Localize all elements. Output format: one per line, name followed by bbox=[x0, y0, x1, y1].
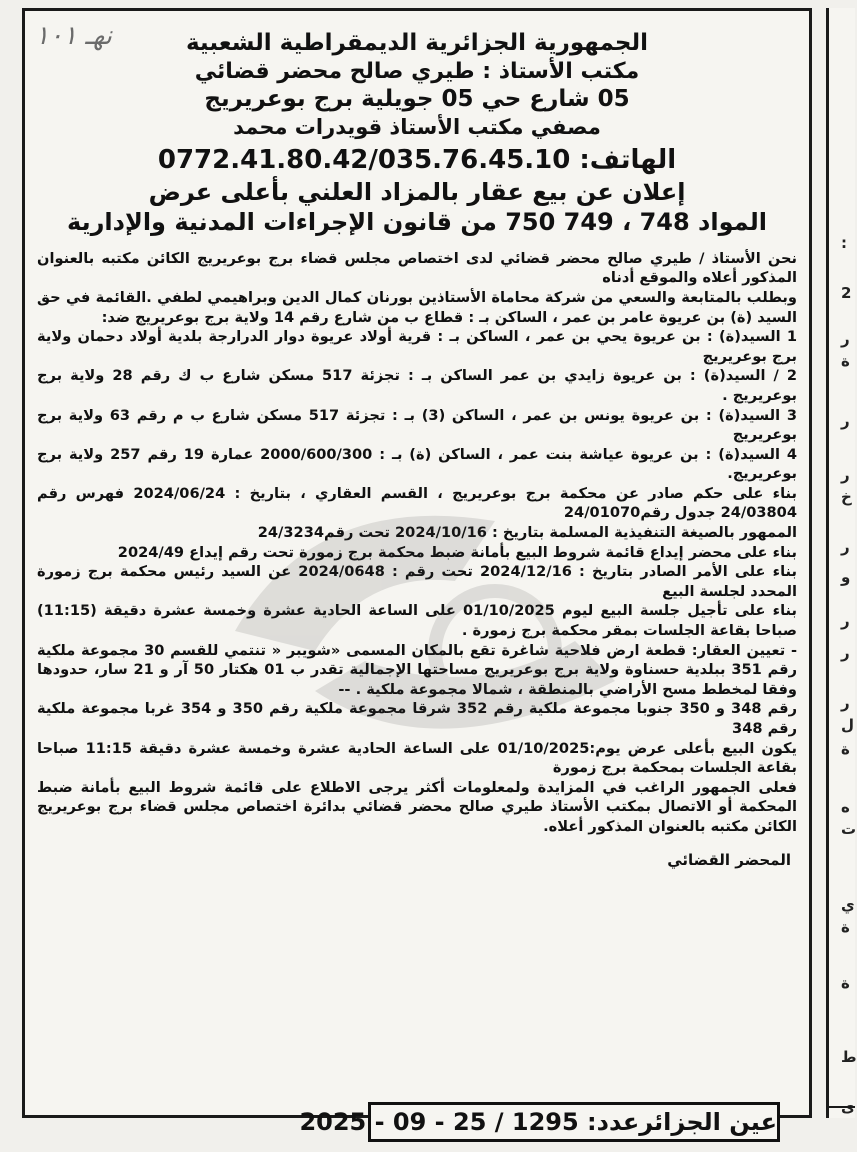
paragraph: بناء على حكم صادر عن محكمة برج بوعريريج ، القسم العقاري ، بتاريخ : 2024/06/24 فهرس رقم 24/03804 جدول رقم24/01070 bbox=[37, 484, 797, 522]
fragment-text: ة bbox=[841, 740, 850, 758]
fragment-text: ط bbox=[841, 1048, 857, 1066]
publication-footer: عين الجزائرعدد: 1295 / 25 - 09 - 2025 bbox=[368, 1102, 780, 1142]
fragment-text: ر bbox=[841, 330, 850, 348]
adjacent-column-fragment bbox=[826, 8, 855, 1118]
fragment-text: ة bbox=[841, 918, 850, 936]
fragment-text: ر bbox=[841, 644, 850, 662]
paragraph: - تعيين العقار: قطعة ارض فلاحية شاغرة تقع بالمكان المسمى «شويبر « تنتمي للقسم 30 مجموعة ملكية رقم 351 ببلدية حسناوة ولاية برج بوعريريج مساحتها الإجمالية تقدر ب 01 هكتار 50 آر و 21 سار، حدودها وفقا لمخطط مسح الأراضي بالمنطقة ، شمالا مجموعة ملكية . -- bbox=[37, 641, 798, 698]
fragment-text: ى bbox=[841, 1098, 855, 1116]
office-liquidator: مصفي مكتب الأستاذ قويدرات محمد bbox=[233, 115, 601, 139]
country-name: الجمهورية الجزائرية الديمقراطية الشعبية bbox=[185, 30, 649, 56]
fragment-text: ت bbox=[841, 820, 857, 838]
signature-label: المحضر القضائي bbox=[667, 850, 791, 869]
paragraph: الممهور بالصيغة التنفيذية المسلمة بتاريخ : 2024/10/16 تحت رقم24/3234 bbox=[257, 524, 797, 542]
fragment-text: و bbox=[841, 568, 851, 586]
paragraph: يكون البيع بأعلى عرض يوم:01/10/2025 على الساعة الحادية عشرة وخمسة عشرة دقيقة 11:15 صباحا بقاعة الجلسات بمحكمة برج زمورة bbox=[37, 739, 797, 777]
office-address: 05 شارع حي 05 جويلية برج بوعريريج bbox=[204, 86, 630, 113]
handwritten-note: نهـ ١٠١ bbox=[35, 21, 113, 51]
fragment-text: ر bbox=[841, 412, 850, 430]
paragraph: بناء على محضر إيداع قائمة شروط البيع بأمانة ضبط محكمة برج زمورة تحت رقم إيداع 2024/49 bbox=[117, 543, 797, 561]
fragment-text: ه bbox=[841, 798, 850, 816]
announcement-body bbox=[25, 249, 809, 837]
paragraph: 3 السيد(ة) : بن عريوة يونس بن عمر ، الساكن (3) بـ : تجزئة 517 مسكن شارع ب م رقم 63 ولاية برج بوعريريج bbox=[37, 406, 797, 444]
office-phone: الهاتف: 0772.41.80.42/035.76.45.10 bbox=[157, 145, 677, 176]
fragment-text: ر bbox=[841, 694, 850, 712]
fragment-text: 2 bbox=[841, 284, 852, 302]
paragraph: نحن الأستاذ / طيري صالح محضر قضائي لدى اختصاص مجلس قضاء برج بوعريريج الكائن مكتبه بالعنوان المذكور أعلاه والموقع أدناه bbox=[37, 249, 797, 287]
fragment-text: ر bbox=[841, 612, 850, 630]
divider bbox=[829, 1106, 855, 1108]
fragment-text: ة bbox=[841, 974, 850, 992]
paragraph: فعلى الجمهور الراغب في المزايدة ولمعلومات أكثر يرجى الاطلاع على قائمة شروط البيع بأمانة ضبط المحكمة أو الاتصال بمكتب الأستاذ طيري صالح محضر قضائي بدائرة اختصاص مجلس قضاء برج بوعريريج الكائن مكتبه بالعنوان المذكور أعلاه. bbox=[37, 778, 797, 835]
paragraph: 1 السيد(ة) : بن عريوة يحي بن عمر ، الساكن بـ : قرية أولاد عريوة دوار الدرارجة بلدية أولاد دحمان ولاية برج بوعريريج bbox=[37, 328, 797, 365]
office-name: مكتب الأستاذ : طيري صالح محضر قضائي bbox=[194, 58, 640, 84]
paragraph: 4 السيد(ة) : بن عريوة عياشة بنت عمر ، الساكن (ة) بـ : 2000/600/300 عمارة 19 رقم 257 ولاية برج بوعريريج. bbox=[37, 445, 797, 483]
fragment-text: : bbox=[841, 234, 847, 252]
fragment-text: ل bbox=[841, 716, 855, 734]
fragment-text: ي bbox=[841, 896, 855, 914]
header bbox=[25, 29, 809, 237]
fragment-text: خ bbox=[841, 488, 852, 506]
fragment-text: ر bbox=[841, 466, 850, 484]
announcement-clipping bbox=[22, 8, 812, 1118]
fragment-text: ة bbox=[841, 352, 850, 370]
paragraph: بناء على تأجيل جلسة البيع ليوم 01/10/2025 على الساعة الحادية عشرة وخمسة عشرة دقيقة (11:15) صباحا بقاعة الجلسات بمقر محكمة برج زمورة . bbox=[37, 602, 797, 640]
paragraph: بناء على الأمر الصادر بتاريخ : 2024/12/16 تحت رقم : 2024/0648 عن السيد رئيس محكمة برج زمورة المحدد لجلسة البيع bbox=[37, 563, 797, 600]
legal-articles: المواد 748 ، 749 750 من قانون الإجراءات المدنية والإدارية bbox=[67, 207, 767, 236]
fragment-text: ر bbox=[841, 538, 850, 556]
announcement-title: إعلان عن بيع عقار بالمزاد العلني بأعلى عرض bbox=[148, 177, 686, 206]
paragraph: 2 / السيد(ة) : بن عريوة زايدي بن عمر الساكن بـ : تجزئة 517 مسكن شارع ب ك رقم 28 ولاية برج بوعريريج . bbox=[37, 367, 797, 404]
paragraph: وبطلب بالمتابعة والسعي من شركة محاماة الأستاذين بورنان كمال الدين وبراهيمي لطفي .القائمة في حق السيد (ة) بن عريوة عامر بن عمر ، الساكن بـ : قطاع ب من شارع رقم 14 ولاية برج بوعريريج ضد: bbox=[37, 288, 797, 326]
paragraph: رقم 348 و 350 جنوبا مجموعة ملكية رقم 352 شرقا مجموعة ملكية رقم 350 و 354 غربا مجموعة ملكية رقم 348 bbox=[37, 700, 797, 737]
